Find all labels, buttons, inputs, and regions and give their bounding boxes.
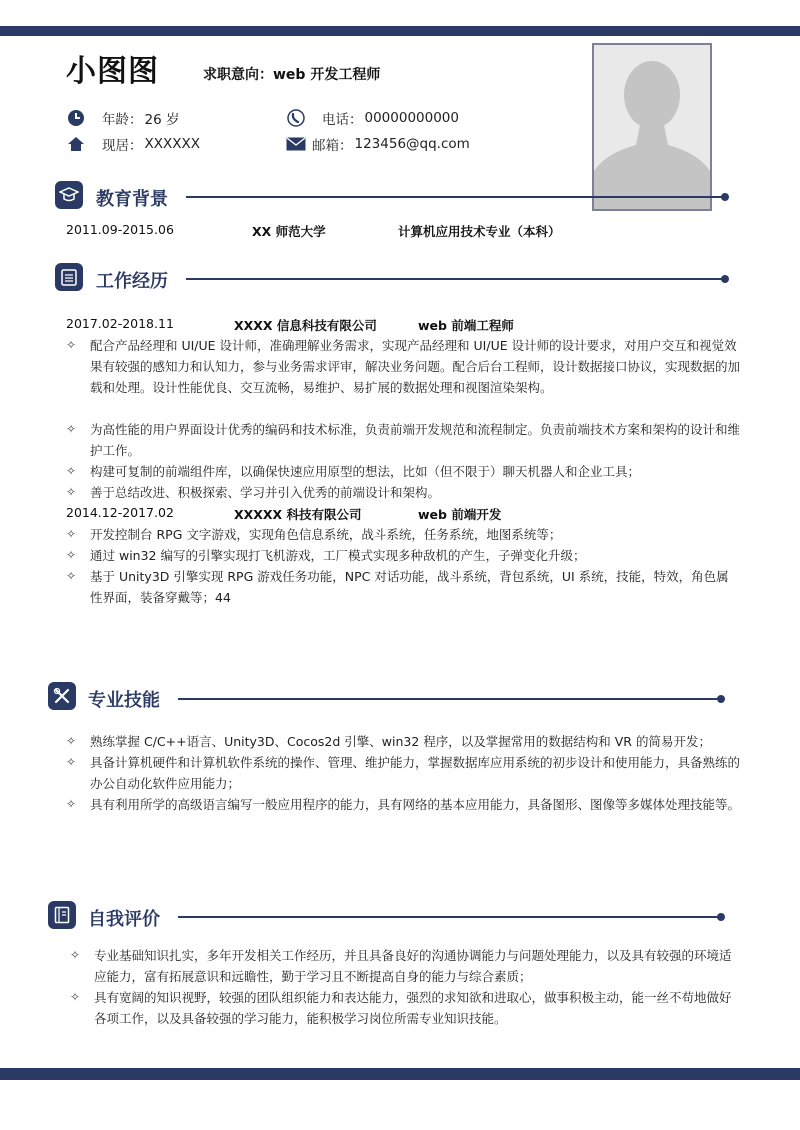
education-period: 2011.09-2015.06 [66,222,174,237]
age-info [66,108,179,128]
work-title: 工作经历 [96,271,168,292]
profile-photo [592,43,712,211]
job-1-bullet-1: ✧ 配合产品经理和 UI/UE 设计师，准确理解业务需求，实现产品经理和 UI/UE 设计师的设计要求，对用户交互和视觉效果有较强的感知力和认知力，参与业务需求评审，解决业务问题。配合后台工程师，设计数据接口协议，实现数据的加载和处理。设计性能优良、交互流畅，易维护、易扩展的数据处理和视图渲染架构。 [66,338,741,395]
address-label: 现居： [102,138,143,154]
phone-label: 电话： [322,112,363,128]
book-icon [54,906,70,924]
phone-icon [286,108,306,128]
education-title: 教育背景 [96,189,168,210]
self-eval-section-icon [48,901,76,929]
job-2-bullet-3: ✧ 基于 Unity3D 引擎实现 RPG 游戏任务功能，NPC 对话功能，战斗系统，背包系统，UI 系统，技能，特效，角色属性界面，装备穿戴等；44 [66,569,729,605]
self-eval-divider [178,916,720,918]
skills-divider [178,698,720,700]
home-icon [66,134,86,154]
self-eval-bullet-2: ✧ 具有宽阔的知识视野，较强的团队组织能力和表达能力，强烈的求知欲和进取心，做事积极主动，能一丝不苟地做好各项工作，以及具备较强的学习能力，能积极学习岗位所需专业知识技能。 [70,990,732,1026]
job-2-company: XXXXX 科技有限公司 [234,507,362,522]
job-intent: 求职意向：web 开发工程师 [203,67,381,83]
age-value: 26 岁 [144,112,180,128]
job-2-bullet-2: ✧ 通过 win32 编写的引擎实现打飞机游戏，工厂模式实现多种敌机的产生，子弹变化升级； [66,548,586,563]
clock-icon [66,108,86,128]
education-divider-dot [721,193,729,201]
job-1-company: XXXX 信息科技有限公司 [234,318,377,333]
skills-title: 专业技能 [88,690,160,711]
self-eval-divider-dot [717,913,725,921]
work-divider-dot [721,275,729,283]
job-1-position: web 前端工程师 [418,318,514,333]
skills-bullet-2: ✧ 具备计算机硬件和计算机软件系统的操作、管理、维护能力，掌握数据库应用系统的初步设计和使用能力，具备熟练的办公自动化软件应用能力； [66,755,741,791]
job-1-period: 2017.02-2018.11 [66,316,174,331]
skills-section-icon [48,682,76,710]
tools-icon [53,687,71,705]
bottom-accent-bar [0,1068,800,1080]
work-section-icon [55,263,83,291]
job-2-period: 2014.12-2017.02 [66,505,174,520]
self-eval-title: 自我评价 [88,909,160,930]
job-1-bullet-4: ✧ 善于总结改进、积极探索、学习并引入优秀的前端设计和架构。 [66,485,441,500]
self-eval-bullet-1: ✧ 专业基础知识扎实，多年开发相关工作经历，并且具备良好的沟通协调能力与问题处理能力，以及具有较强的环境适应能力，富有拓展意识和远瞻性，勤于学习且不断提高自身的能力与综合素质； [70,948,732,984]
education-section-icon [55,181,83,209]
job-1-bullet-3: ✧ 构建可复制的前端组件库，以确保快速应用原型的想法，比如（但不限于）聊天机器人和企业工具； [66,464,641,479]
job-2-bullet-1: ✧ 开发控制台 RPG 文字游戏，实现角色信息系统，战斗系统，任务系统，地图系统等； [66,527,562,542]
skills-bullet-3: ✧ 具有利用所学的高级语言编写一般应用程序的能力，具有网络的基本应用能力，具备图形、图像等多媒体处理技能等。 [66,797,741,812]
phone-value: 00000000000 [364,110,459,126]
education-divider [186,196,724,198]
graduation-cap-icon [59,186,79,204]
top-accent-bar [0,26,800,36]
job-2-position: web 前端开发 [418,507,502,522]
phone-info [286,108,459,128]
candidate-name: 小图图 [66,54,159,89]
education-major: 计算机应用技术专业（本科） [398,224,561,239]
education-school: XX 师范大学 [252,224,326,239]
email-label: 邮箱： [312,138,353,154]
email-info [286,134,470,154]
avatar-silhouette-icon [594,45,710,209]
job-1-bullet-2: ✧ 为高性能的用户界面设计优秀的编码和技术标准，负责前端开发规范和流程制定。负责前端技术方案和架构的设计和维护工作。 [66,422,741,458]
work-divider [186,278,724,280]
skills-divider-dot [717,695,725,703]
mail-icon [286,134,306,154]
email-value: 123456@qq.com [354,136,470,152]
age-label: 年龄： [102,112,143,128]
skills-bullet-1: ✧ 熟练掌握 C/C++语言、Unity3D、Cocos2d 引擎、win32 程序，以及掌握常用的数据结构和 VR 的简易开发； [66,734,711,749]
clipboard-icon [61,268,77,286]
address-info [66,134,200,154]
address-value: XXXXXX [144,136,200,152]
